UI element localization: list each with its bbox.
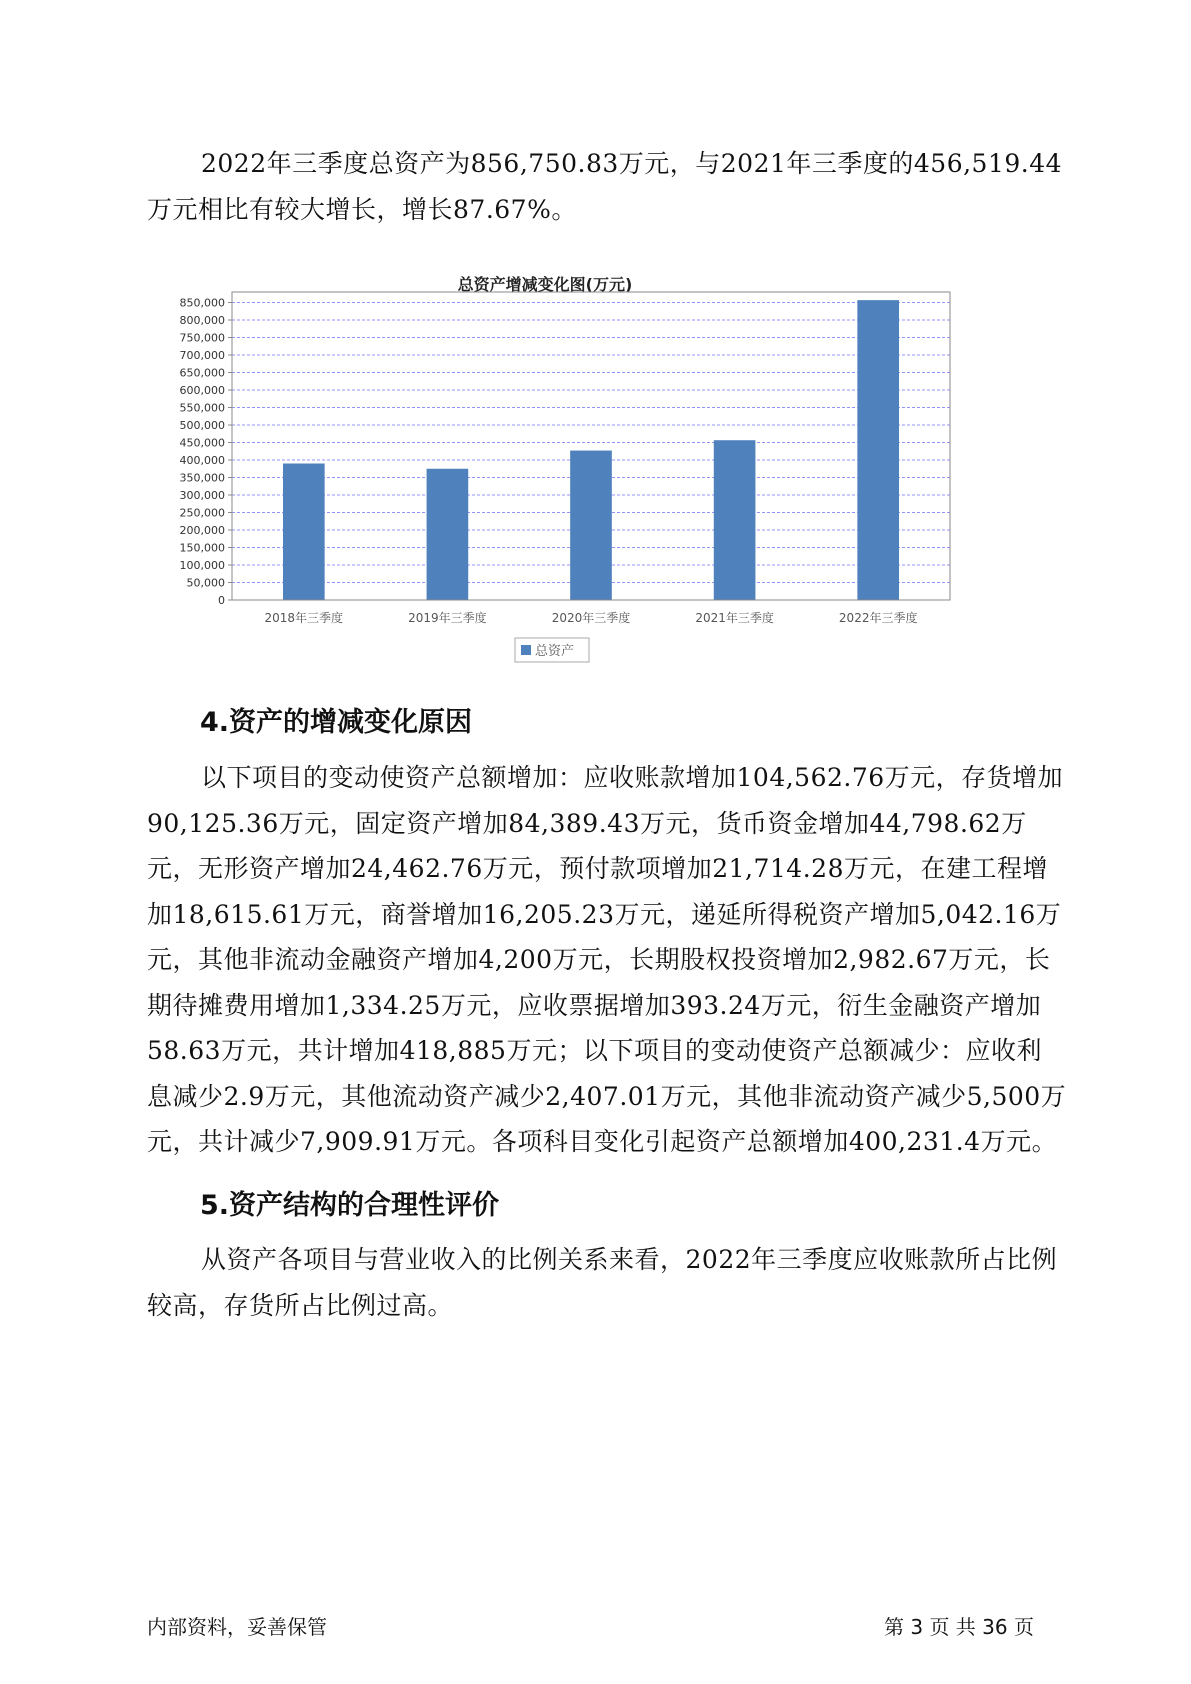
y-tick-label: 700,000 — [179, 349, 225, 362]
section4-text: 以下项目的变动使资产总额增加：应收账款增加104,562.76万元，存货增加90,125.36万元，固定资产增加84,389.43万元，货币资金增加44,798.62万元，无形资产增加24,462.76万元，预付款项增加21,714.28万元，在建工程增加18,615.61万元，商誉增加16,205.23万元，递延所得税资产增加5,042.16万元，其他非流动金融资产增加4,200万元，长期股权投资增加2,982.67万元，长期待摊费用增加1,334.25万元，应收票据增加393.24万元，衍生金融资产增加58.63万元，共计增加418,885万元；以下项目的变动使资产总额减少：应收利息减少2.9万元，其他流动资产减少2,407.01万元，其他非流动资产减少5,500万元，共计减少7,909.91万元。各项科目变化引起资产总额增加400,231.4万元。 — [147, 763, 1067, 1156]
legend-swatch — [521, 645, 531, 655]
page-number: 第 3 页 共 36 页 — [884, 1615, 1034, 1639]
x-tick-label: 2021年三季度 — [695, 611, 774, 625]
intro-text: 2022年三季度总资产为856,750.83万元，与2021年三季度的456,519.44万元相比有较大增长，增长87.67%。 — [147, 149, 1063, 224]
section4-paragraph — [147, 755, 1067, 1165]
section5-paragraph — [147, 1237, 1067, 1328]
x-tick-label: 2020年三季度 — [551, 611, 631, 625]
section4-heading: 4.资产的增减变化原因 — [200, 707, 473, 738]
y-tick-label: 200,000 — [179, 524, 225, 537]
y-tick-label: 550,000 — [179, 401, 225, 415]
bar-2 — [427, 469, 469, 600]
y-tick-label: 250,000 — [179, 506, 225, 520]
chart-bars — [283, 300, 899, 600]
y-tick-label: 350,000 — [179, 471, 225, 485]
y-tick-label: 600,000 — [179, 384, 225, 397]
y-tick-label: 50,000 — [186, 576, 225, 590]
x-tick-label: 2022年三季度 — [838, 611, 918, 625]
x-tick-label: 2018年三季度 — [264, 611, 344, 625]
y-tick-label: 150,000 — [179, 541, 225, 555]
bar-5 — [857, 300, 899, 600]
chart-legend — [515, 638, 589, 662]
bar-1 — [283, 464, 325, 601]
legend-label: 总资产 — [535, 644, 575, 659]
y-tick-label: 750,000 — [179, 331, 225, 345]
y-tick-label: 800,000 — [179, 314, 225, 327]
y-tick-label: 100,000 — [179, 559, 225, 572]
y-tick-label: 450,000 — [179, 436, 225, 450]
y-tick-label: 850,000 — [179, 296, 225, 310]
y-tick-label: 500,000 — [179, 419, 225, 432]
y-tick-label: 0 — [218, 594, 225, 607]
x-tick-label: 2019年三季度 — [408, 611, 487, 625]
intro-paragraph — [147, 141, 1067, 232]
bar-4 — [714, 440, 756, 600]
section5-heading: 5.资产结构的合理性评价 — [200, 1190, 500, 1221]
y-tick-label: 400,000 — [179, 454, 225, 467]
section5-text: 从资产各项目与营业收入的比例关系来看，2022年三季度应收账款所占比例较高，存货所占比例过高。 — [147, 1245, 1058, 1320]
y-tick-label: 650,000 — [179, 366, 225, 380]
chart-title: 总资产增减变化图(万元) — [457, 275, 633, 294]
footer-left: 内部资料，妥善保管 — [147, 1615, 327, 1639]
total-assets-chart — [160, 268, 1020, 678]
bar-3 — [570, 451, 612, 600]
y-tick-label: 300,000 — [179, 489, 225, 502]
